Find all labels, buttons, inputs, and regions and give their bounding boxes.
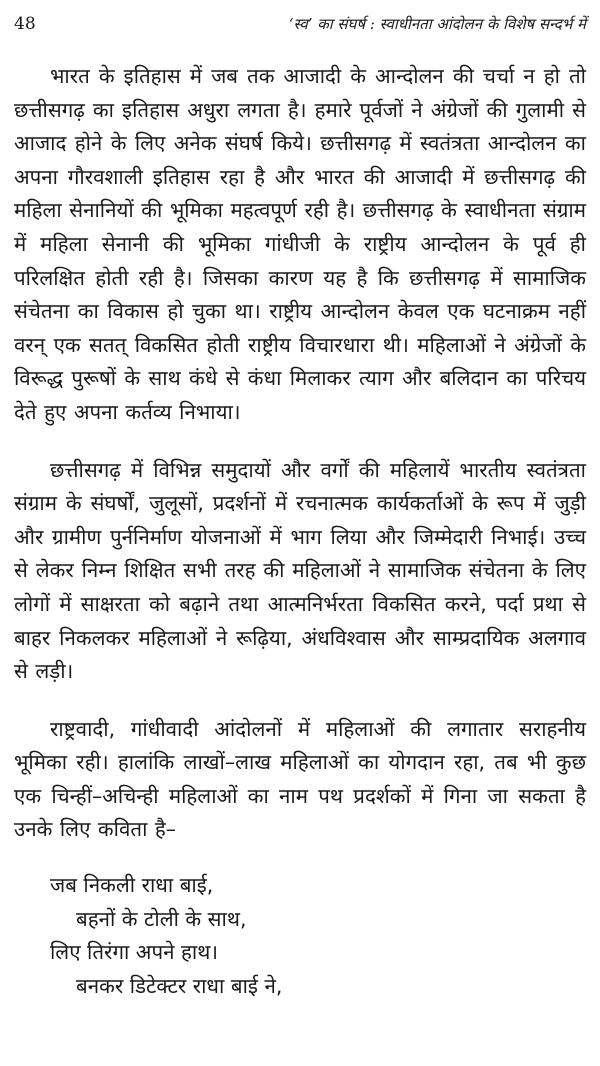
page-number: 48 [14,14,36,34]
paragraph-women-communities: छत्तीसगढ़ में विभिन्न समुदायों और वर्गों की महिलायें भारतीय स्वतंत्रता संग्राम के संघर्षों, जुलूसों, प्रदर्शनों में रचनात्मक कार्यकर्ताओं के रूप में जुड़ी और ग्रामीण पुर्ननिर्माण योजनाओं में भाग लिया और जिम्मेदारी निभाई। उच्च से लेकर निम्न शिक्षित सभी तरह की महिलाओं ने सामाजिक संचेतना के लिए लोगों में साक्षरता को बढ़ाने तथा आत्मनिर्भरता विकसित करने, पर्दा प्रथा से बाहर निकलकर महिलाओं ने रूढ़िया, अंधविश्वास और साम्प्रदायिक अलगाव से लड़ी। [14,457,586,684]
poem-line: बनकर डिटेक्टर राधा बाई ने, [76,973,283,998]
paragraph-history: भारत के इतिहास में जब तक आजादी के आन्दोलन की चर्चा न हो तो छत्तीसगढ़ का इतिहास अधुरा लगता है। हमारे पूर्वजों ने अंग्रेजों की गुलामी से आजाद होने के लिए अनेक संघर्ष किये। छत्तीसगढ़ में स्वतंत्रता आन्दोलन का अपना गौरवशाली इतिहास रहा है और भारत की आजादी में छत्तीसगढ़ की महिला सेनानियों की भूमिका महत्वपूर्ण रही है। छत्तीसगढ़ के स्वाधीनता संग्राम में महिला सेनानी की भूमिका गांधीजी के राष्ट्रीय आन्दोलन के पूर्व ही परिलक्षित होती रही है। जिसका कारण यह है कि छत्तीसगढ़ में सामाजिक संचेतना का विकास हो चुका था। राष्ट्रीय आन्दोलन केवल एक घटनाक्रम नहीं वरन् एक सतत् विकसित होती राष्ट्रीय विचारधारा थी। महिलाओं ने अंग्रेजों के विरूद्ध पुरूषों के साथ कंधे से कंधा मिलाकर त्याग और बलिदान का परिचय देते हुए अपना कर्तव्य निभाया। [14,64,586,424]
poem-line: बहनों के टोली के साथ, [76,906,247,931]
paragraph-gandhian-movement: राष्ट्रवादी, गांधीवादी आंदोलनों में महिलाओं की लगातार सराहनीय भूमिका रही। हालांकि लाखों–लाख महिलाओं का योगदान रहा, तब भी कुछ एक चिन्हीं–अचिन्ही महिलाओं का नाम पथ प्रदर्शकों में गिना जा सकता है उनके लिए कविता है– [14,716,586,842]
header-title: ‘स्व’ का संघर्ष : स्वाधीनता आंदोलन के विशेष सन्दर्भ में [288,15,586,33]
running-header [14,14,586,40]
poem-line: जब निकली राधा बाई, [50,873,214,898]
body-text [14,60,586,1003]
poem [14,869,586,1003]
poem-line: लिए तिरंगा अपने हाथ। [50,940,219,965]
